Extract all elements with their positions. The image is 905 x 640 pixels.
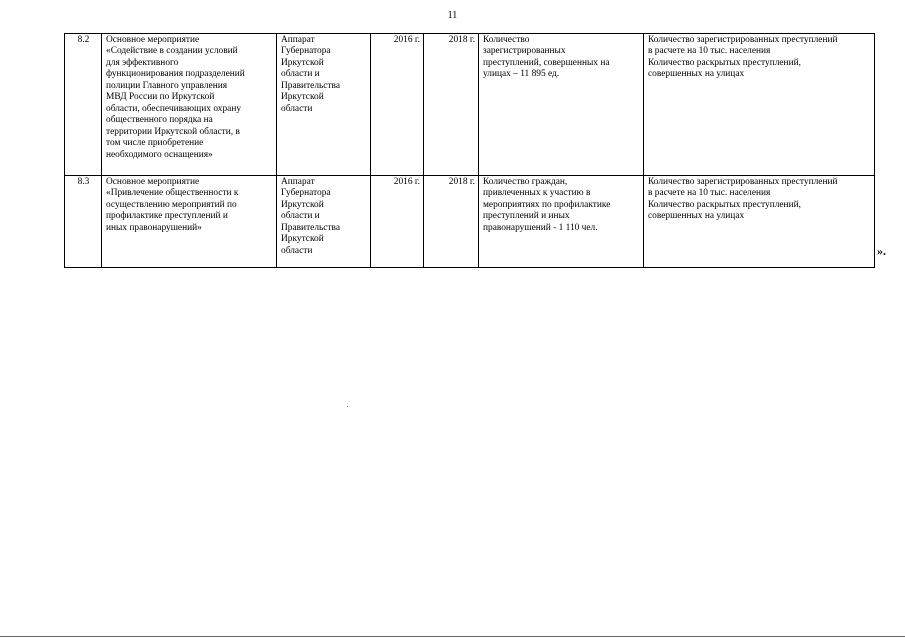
indicators-cell: Количество зарегистрированных преступлений в расчете на 10 тыс. населения Количество раскрытых преступлений, совершенных на улицах xyxy=(644,34,875,176)
executor-cell: Аппарат Губернатора Иркутской области и Правительства Иркутской области xyxy=(277,176,371,268)
indicators-cell: Количество зарегистрированных преступлений в расчете на 10 тыс. населения Количество раскрытых преступлений, совершенных на улицах xyxy=(644,176,875,268)
activity-cell: Основное мероприятие «Привлечение общественности к осуществлению мероприятий по профилактике преступлений и иных правонарушений» xyxy=(102,176,277,268)
start-year-cell: 2016 г. xyxy=(371,176,424,268)
end-year-cell: 2018 г. xyxy=(424,176,479,268)
scan-speck xyxy=(347,406,348,407)
page-number: 11 xyxy=(447,10,458,21)
table-row xyxy=(65,176,875,268)
activity-cell: Основное мероприятие «Содействие в создании условий для эффективного функционирования подразделений полиции Главного управления МВД России по Иркутской области, обеспечивающих охрану общественного порядка на территории Иркутской области, в том числе приобретение необходимого оснащения» xyxy=(102,34,277,176)
executor-cell: Аппарат Губернатора Иркутской области и Правительства Иркутской области xyxy=(277,34,371,176)
scan-edge-line xyxy=(0,636,905,637)
start-year-cell: 2016 г. xyxy=(371,34,424,176)
activities-table xyxy=(64,33,875,268)
row-number-cell: 8.3 xyxy=(65,176,102,268)
table-row xyxy=(65,34,875,176)
end-year-cell: 2018 г. xyxy=(424,34,479,176)
result-cell: Количество граждан, привлеченных к участию в мероприятиях по профилактике преступлений и иных правонарушений - 1 110 чел. xyxy=(479,176,644,268)
row-number-cell: 8.2 xyxy=(65,34,102,176)
closing-quote: ». xyxy=(877,244,886,258)
result-cell: Количество зарегистрированных преступлений, совершенных на улицах – 11 895 ед. xyxy=(479,34,644,176)
